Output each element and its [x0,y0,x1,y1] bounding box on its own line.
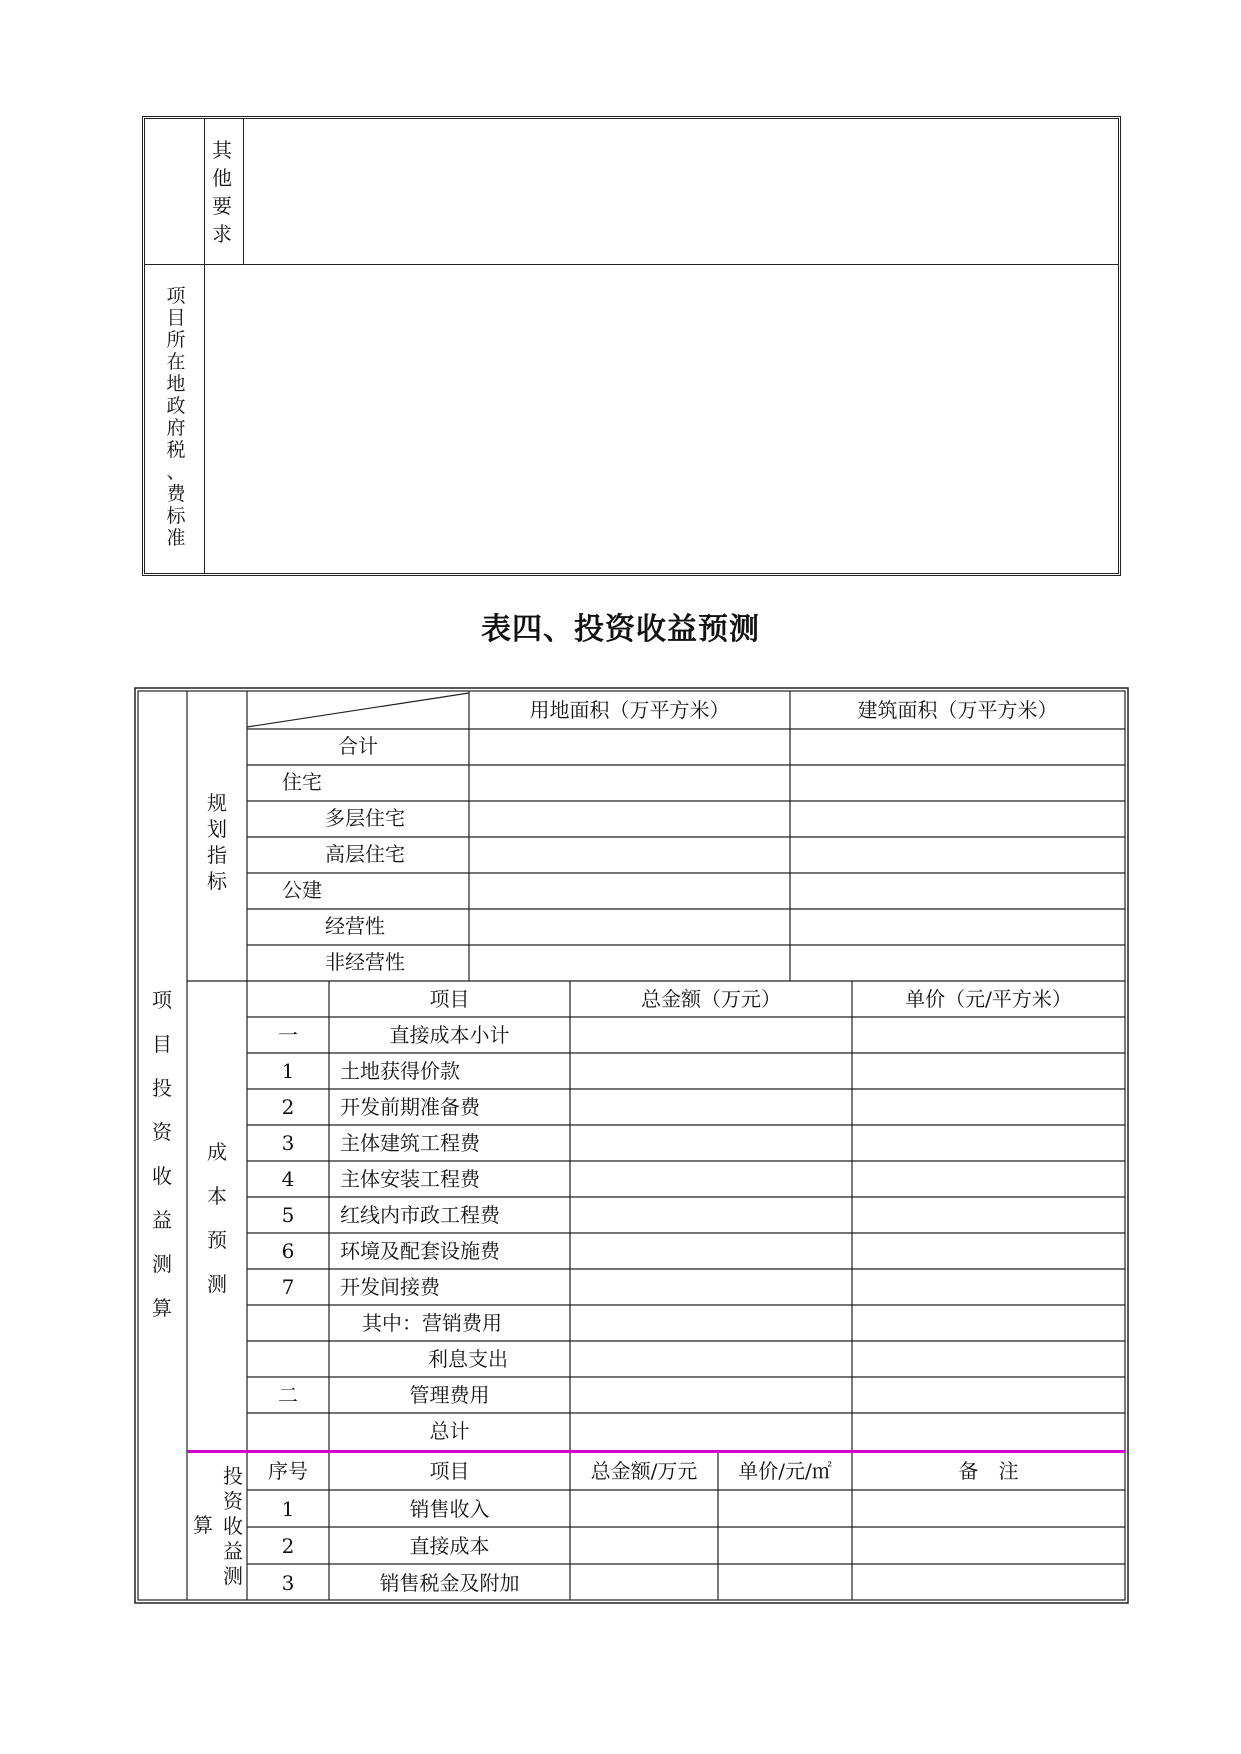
label-char: 政 [166,395,186,417]
cost-row-no: 3 [281,1131,295,1155]
cost-row-item: 主体安装工程费 [340,1167,480,1191]
income-section-label-suffix: 算 [193,1513,213,1537]
label-char: 预 [207,1228,227,1252]
label-char: 资 [152,1120,172,1144]
income-row-no: 3 [281,1571,295,1595]
planning-row-label: 高层住宅 [325,842,405,866]
income-row-item: 销售收入 [409,1497,490,1521]
label-char: 指 [207,843,227,867]
cost-row-item: 总计 [429,1419,470,1443]
income-header-note: 备 注 [958,1459,1019,1483]
label-char: 他 [212,166,232,190]
cost-section-label [203,1130,231,1306]
section-divider [187,1450,1125,1453]
outer-section-label [148,978,176,1330]
income-row-no: 1 [281,1497,295,1521]
label-char: 收 [152,1164,172,1188]
label-char: 税 [166,439,186,461]
label-char: 准 [166,527,186,549]
cost-row-item: 开发间接费 [340,1275,440,1299]
label-char: 本 [207,1184,227,1208]
planning-section-label [203,790,231,894]
label-char: 所 [166,329,186,351]
cost-row-item: 管理费用 [409,1383,490,1407]
label-char: 成 [207,1140,227,1164]
income-row-no: 2 [281,1534,295,1558]
label-char: 算 [152,1296,172,1320]
label-char: 要 [212,194,232,218]
planning-row-label: 多层住宅 [325,806,405,830]
cost-row-no: 4 [281,1167,295,1191]
label-char: 目 [166,307,186,329]
planning-row-label: 经营性 [325,914,385,938]
label-char: 、 [166,461,186,483]
planning-row-label: 公建 [282,878,322,902]
label-char: 标 [207,869,227,893]
label-char: 投 [223,1464,243,1488]
label-char: 目 [152,1032,172,1056]
header-building-area: 建筑面积（万平方米） [857,698,1058,722]
income-header-total: 总金额/万元 [590,1459,698,1483]
income-header-no: 序号 [268,1459,308,1483]
cost-row-no: 二 [278,1383,298,1407]
cost-row-item: 红线内市政工程费 [340,1203,500,1227]
cost-header-unit: 单价（元/平方米） [905,987,1072,1011]
income-row-item: 销售税金及附加 [379,1571,520,1595]
cost-row-item: 其中：营销费用 [362,1311,502,1335]
cost-row-no: 2 [281,1095,295,1119]
label-char: 项 [152,988,172,1012]
cost-row-item: 环境及配套设施费 [340,1239,500,1263]
label-char: 规 [207,791,227,815]
label-char: 项 [166,285,186,307]
label-char: 府 [166,417,186,439]
cost-row-no: 6 [281,1239,295,1263]
label-char: 测 [152,1252,172,1276]
cost-row-no: 5 [281,1203,295,1227]
label-char: 测 [207,1272,227,1296]
label-char: 益 [152,1208,172,1232]
cost-row-item: 开发前期准备费 [340,1095,480,1119]
planning-row-label: 住宅 [282,770,322,794]
income-section-label [219,1464,247,1589]
cost-row-no: 7 [281,1275,295,1299]
cost-row-no: 1 [281,1059,295,1083]
income-row-item: 直接成本 [409,1534,490,1558]
label-char: 投 [152,1076,172,1100]
label-char: 收 [223,1514,243,1538]
label-char: 划 [207,817,227,841]
label-char: 求 [212,222,232,246]
label-char: 其 [212,138,232,162]
page-title: 表四、投资收益预测 [481,612,760,647]
planning-row-label: 非经营性 [325,950,405,974]
cost-row-item: 土地获得价款 [340,1059,460,1083]
cost-row-item: 直接成本小计 [389,1023,510,1047]
label-char: 测 [223,1564,243,1588]
label-char: 在 [166,351,186,373]
label-char: 费 [166,483,186,505]
cost-row-no: 一 [278,1023,298,1047]
cost-header-item: 项目 [429,987,470,1011]
label-char: 标 [166,505,186,527]
header-land-area: 用地面积（万平方米） [529,698,730,722]
label-char: 资 [223,1489,243,1513]
planning-row-label: 合计 [338,734,378,758]
label-char: 地 [166,373,186,395]
cost-header-total: 总金额（万元） [641,987,781,1011]
income-header-item: 项目 [429,1459,470,1483]
cost-row-item: 利息支出 [428,1347,508,1371]
income-header-unit: 单价/元/㎡ [738,1459,832,1483]
label-char: 益 [223,1539,243,1563]
cost-row-item: 主体建筑工程费 [340,1131,480,1155]
